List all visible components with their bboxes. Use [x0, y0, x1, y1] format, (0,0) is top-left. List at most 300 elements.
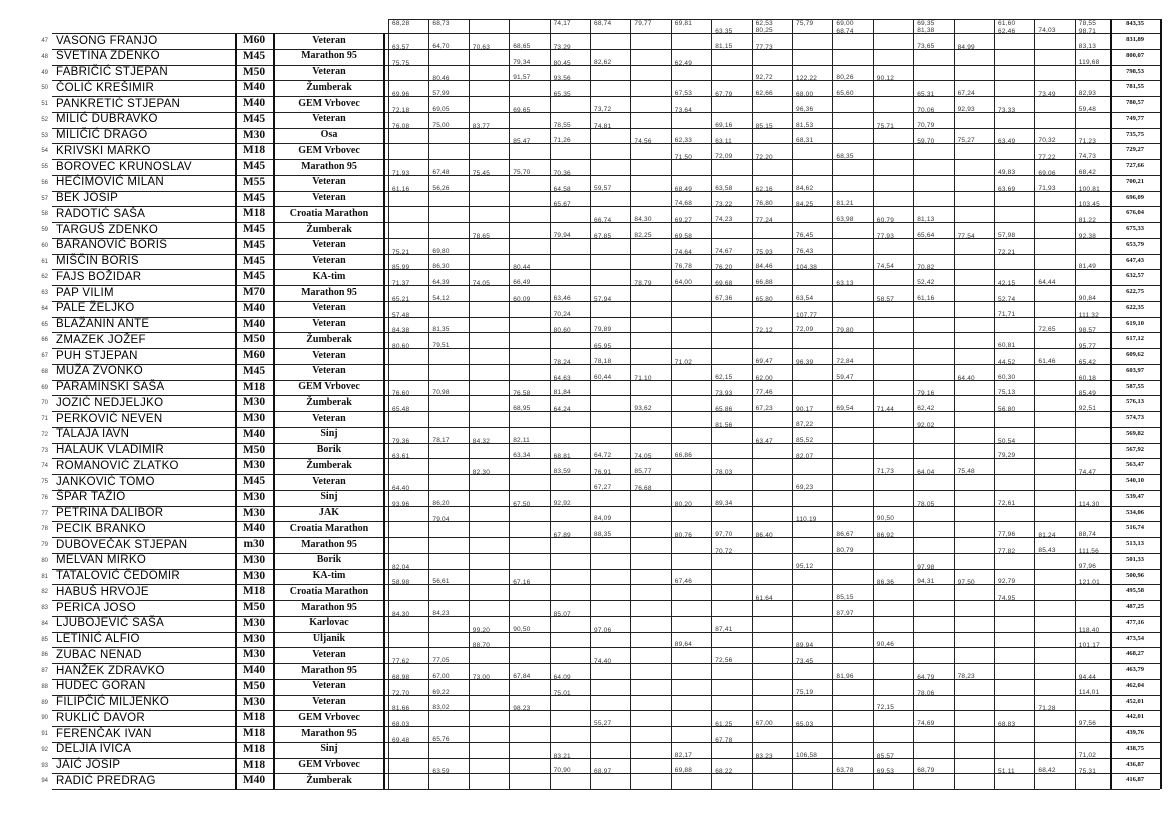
score-cell: 81,49 [1078, 263, 1097, 271]
score-cell: 76,78 [674, 263, 693, 271]
category: M45 [242, 254, 266, 267]
row-number: 71 [41, 416, 48, 422]
total-points: 534,06 [1126, 508, 1144, 516]
score-cell: 76,08 [392, 122, 410, 130]
score-cell: 76,20 [715, 264, 733, 272]
score-cell: 87,41 [715, 625, 733, 633]
total-points: 540,10 [1126, 477, 1144, 484]
score-cell: 85,07 [553, 610, 571, 618]
score-cell: 69,80 [432, 247, 450, 255]
score-cell: 65,64 [917, 231, 935, 239]
row-number: 49 [41, 69, 48, 76]
score-cell: 81,84 [553, 389, 571, 397]
club-name: Veteran [312, 475, 346, 487]
category: M40 [242, 317, 266, 330]
score-cell: 63,47 [755, 437, 773, 445]
club-name: Marathon 95 [301, 160, 357, 172]
score-cell: 84,09 [594, 515, 612, 523]
score-cell: 68,35 [836, 153, 854, 160]
runner-name: JOZIĆ NEDJELJKO [56, 396, 164, 409]
score-cell: 58,98 [392, 579, 410, 587]
total-points: 696,09 [1126, 193, 1144, 201]
score-cell: 97,96 [1078, 562, 1097, 570]
score-cell: 85,47 [513, 138, 531, 146]
total-points: 622,75 [1126, 288, 1144, 295]
category: M45 [242, 270, 266, 283]
category: M40 [242, 664, 266, 676]
grid-vline [954, 19, 955, 789]
category: M30 [242, 648, 266, 661]
score-cell: 77,05 [432, 657, 450, 664]
category: M30 [242, 553, 266, 566]
score-cell: 69,05 [432, 105, 450, 113]
runner-name: SVETINA ZDENKO [56, 50, 160, 63]
score-cell: 69,27 [674, 217, 693, 224]
score-cell: 81,24 [1038, 532, 1056, 539]
score-cell: 92,02 [917, 421, 935, 429]
score-cell: 72,09 [796, 326, 814, 334]
score-cell: 76,45 [796, 231, 814, 239]
total-points: 442,01 [1126, 713, 1144, 721]
runner-name: PERICA JOSO [56, 601, 136, 614]
score-cell: 82,62 [594, 58, 612, 66]
score-cell: 114,30 [1078, 500, 1100, 508]
score-cell: 85,57 [876, 752, 895, 760]
runner-name: ČOLIĆ KREŠIMIR [56, 81, 155, 94]
score-cell: 92,38 [1078, 232, 1097, 240]
score-cell: 84,30 [634, 216, 652, 223]
score-cell: 85,43 [1038, 546, 1056, 554]
runner-name: TALAJA IAVN [56, 428, 130, 441]
score-cell: 69,23 [796, 483, 814, 491]
score-cell: 76,60 [392, 390, 410, 398]
score-cell: 75,93 [755, 248, 773, 256]
category: M30 [242, 616, 266, 629]
row-number: 89 [41, 699, 48, 706]
score-cell: 81,15 [715, 42, 733, 50]
total-points: 487,25 [1126, 603, 1144, 610]
runner-name: TARGUŠ ZDENKO [56, 223, 159, 236]
club-name: Sinj [320, 491, 338, 503]
row-number: 56 [41, 179, 48, 186]
club-name: Veteran [312, 680, 346, 692]
score-cell: 78,55 [553, 121, 571, 129]
score-cell: 76,68 [634, 484, 652, 492]
category: M30 [242, 632, 266, 645]
category: M45 [242, 238, 266, 251]
category: M18 [242, 144, 266, 157]
club-name: Veteran [312, 66, 346, 77]
score-cell: 77,93 [876, 232, 895, 240]
score-cell: 60,09 [513, 295, 531, 303]
runner-name: HANŽEK ZDRAVKO [56, 664, 165, 677]
club-name: Croatia Marathon [289, 522, 369, 534]
score-cell: 94,44 [1078, 673, 1097, 681]
score-cell: 56,26 [432, 184, 450, 192]
score-cell: 82,30 [472, 469, 491, 476]
category: M50 [242, 679, 266, 692]
score-cell: 67,24 [957, 90, 975, 97]
runner-name: HABUŠ HRVOJE [56, 585, 149, 598]
row-number: 87 [41, 668, 48, 674]
score-cell: 91,57 [513, 74, 531, 82]
score-cell: 107,77 [796, 311, 818, 319]
score-cell: 81,53 [796, 121, 814, 129]
runner-name: VASONG FRANJO [56, 34, 158, 47]
score-cell: 69,06 [1038, 169, 1056, 177]
runner-name: LJUBOJEVIĆ SAŠA [56, 617, 165, 630]
score-cell: 60,81 [998, 342, 1016, 349]
row-number: 62 [41, 274, 48, 281]
score-cell: 69,88 [674, 767, 693, 775]
score-cell: 77,46 [755, 389, 773, 397]
row-number: 54 [41, 148, 48, 155]
score-cell: 68,98 [392, 673, 410, 681]
grid-hline [52, 789, 1160, 790]
score-cell: 63,54 [796, 294, 814, 302]
score-cell: 71,10 [634, 374, 652, 382]
score-cell: 63,49 [998, 138, 1016, 146]
category: M40 [242, 301, 266, 314]
score-cell: 52,74 [998, 295, 1016, 303]
score-cell: 63,69 [998, 185, 1016, 193]
runner-name: ROMANOVIĆ ZLATKO [56, 459, 179, 472]
row-number: 65 [41, 321, 48, 328]
club-name: JAK [319, 507, 339, 518]
runner-name: BEK JOSIP [56, 192, 119, 204]
score-cell: 74,68 [674, 200, 693, 208]
runner-name: TATALOVIĆ ČEDOMIR [56, 570, 180, 582]
score-cell: 88,70 [472, 642, 491, 650]
total-points: 675,33 [1126, 225, 1144, 232]
score-cell: 69,53 [876, 768, 895, 776]
row-number: 50 [41, 85, 48, 92]
score-cell: 72,84 [836, 357, 854, 365]
runner-name: PUH STJEPAN [56, 349, 138, 362]
grid-vline [388, 19, 389, 789]
score-cell: 73,72 [594, 105, 612, 113]
score-cell: 72,56 [715, 657, 733, 664]
score-cell: 74,81 [594, 122, 612, 130]
score-cell: 70,24 [553, 310, 571, 318]
score-cell: 80,25 [755, 27, 773, 34]
club-name: Karlovac [309, 617, 349, 629]
category: M45 [242, 223, 266, 235]
score-cell: 84,46 [755, 263, 773, 271]
row-number: 93 [41, 762, 48, 769]
category: M45 [242, 475, 266, 487]
row-number: 58 [41, 211, 48, 218]
score-cell: 68,79 [917, 767, 935, 775]
score-cell: 70,32 [1038, 137, 1056, 145]
total-points: 749,77 [1126, 114, 1144, 122]
score-cell: 66,88 [755, 279, 773, 286]
top-score-cell: 68,74 [594, 20, 612, 27]
top-score-cell: 68,28 [392, 20, 410, 27]
category: M30 [242, 695, 266, 708]
score-cell: 67,16 [513, 579, 531, 587]
score-cell: 71,02 [674, 358, 693, 366]
total-points: 780,57 [1126, 99, 1144, 106]
score-cell: 86,20 [432, 499, 450, 507]
total-points: 647,43 [1126, 256, 1144, 264]
total-points: 609,62 [1126, 351, 1144, 358]
score-cell: 74,95 [998, 595, 1016, 602]
score-cell: 65,42 [1078, 358, 1097, 366]
score-cell: 52,42 [917, 279, 935, 286]
category: M30 [242, 569, 266, 582]
score-cell: 100,81 [1078, 185, 1100, 193]
runner-name: MILIČIĆ DRAGO [56, 129, 148, 141]
score-cell: 78,65 [472, 232, 491, 240]
score-cell: 93,62 [634, 405, 652, 412]
row-number: 60 [41, 242, 48, 249]
score-cell: 70,63 [472, 43, 491, 51]
runner-name: JANKOVIĆ TOMO [56, 475, 155, 488]
club-name: GEM Vrbovec [298, 381, 360, 392]
total-points: 798,53 [1126, 67, 1144, 75]
score-cell: 82,17 [674, 751, 693, 759]
score-cell: 79,89 [594, 326, 612, 334]
score-cell: 82,07 [796, 453, 814, 461]
row-number: 94 [41, 778, 48, 785]
score-cell: 70,98 [432, 389, 450, 397]
score-cell: 99,20 [472, 626, 491, 634]
score-cell: 69,54 [836, 405, 854, 412]
score-cell: 80,46 [432, 75, 450, 83]
score-cell: 92,72 [755, 74, 773, 82]
club-name: Veteran [312, 412, 346, 424]
row-number: 53 [41, 132, 48, 139]
score-cell: 57,94 [594, 295, 612, 303]
club-name: Žumberak [306, 223, 352, 235]
runner-name: PAP VILIM [56, 286, 114, 299]
score-cell: 62,33 [674, 137, 693, 145]
score-cell: 86,36 [876, 579, 895, 587]
runner-name: PERKOVIĆ NEVEN [56, 412, 163, 425]
score-cell: 97,70 [715, 531, 733, 538]
score-cell: 72,61 [998, 499, 1016, 507]
grid-vline [752, 19, 753, 789]
club-name: Žumberak [306, 459, 352, 471]
total-points: 462,04 [1126, 681, 1144, 689]
score-cell: 75,48 [957, 468, 975, 475]
score-cell: 74,47 [1078, 469, 1097, 476]
score-cell: 63,13 [836, 280, 854, 287]
score-cell: 67,79 [715, 91, 733, 98]
category: M60 [242, 349, 266, 361]
score-cell: 90,84 [1078, 294, 1097, 302]
score-cell: 75,01 [553, 689, 571, 697]
score-cell: 75,75 [392, 59, 410, 67]
score-cell: 59,47 [836, 373, 854, 381]
score-cell: 84,32 [472, 437, 491, 445]
score-cell: 65,67 [553, 201, 571, 209]
total-points: 452,01 [1126, 697, 1144, 705]
club-name: Borik [316, 554, 342, 566]
score-cell: 80,45 [553, 59, 571, 67]
score-cell: 77,82 [998, 547, 1016, 555]
score-cell: 75,13 [998, 389, 1016, 397]
row-number: 73 [41, 447, 48, 454]
club-name: Žumberak [306, 396, 352, 408]
total-points: 676,04 [1126, 209, 1144, 217]
score-cell: 67,85 [594, 232, 612, 240]
score-cell: 82,11 [513, 436, 530, 444]
runner-name: HALAUK VLADIMIR [56, 444, 165, 456]
score-cell: 73,64 [674, 106, 693, 114]
score-cell: 61,64 [755, 595, 773, 602]
score-cell: 73,33 [998, 106, 1016, 114]
score-cell: 106,58 [796, 751, 818, 759]
score-cell: 63,78 [836, 767, 854, 775]
score-cell: 84,25 [796, 201, 814, 209]
score-cell: 67,00 [755, 720, 773, 727]
grid-vline [550, 19, 551, 789]
score-cell: 81,22 [1078, 217, 1097, 224]
score-cell: 79,04 [432, 516, 450, 524]
category: M18 [242, 727, 266, 739]
top-score-cell: 78,55 [1078, 20, 1097, 27]
row-number: 90 [41, 715, 48, 722]
score-cell: 96,39 [796, 358, 814, 366]
score-cell: 72,18 [392, 106, 410, 114]
score-cell: 61,16 [392, 185, 410, 193]
score-cell: 68,95 [513, 405, 531, 412]
score-cell: 72,21 [998, 248, 1016, 256]
score-cell: 71,93 [392, 169, 410, 177]
score-cell: 69,16 [715, 121, 733, 129]
score-cell: 68,42 [1078, 168, 1097, 176]
runner-name: FAJS BOŽIDAR [56, 270, 142, 283]
score-cell: 92,92 [553, 499, 571, 507]
score-cell: 62,66 [755, 90, 773, 97]
score-cell: 65,76 [432, 735, 450, 743]
score-cell: 62,49 [674, 59, 693, 67]
score-cell: 62,46 [998, 28, 1016, 35]
score-cell: 75,21 [392, 248, 410, 256]
score-cell: 55,27 [594, 720, 612, 727]
score-cell: 83,23 [755, 752, 773, 760]
score-cell: 90,50 [513, 625, 531, 633]
score-cell: 86,40 [755, 532, 773, 539]
runner-name: BOROVEC KRUNOSLAV [56, 160, 192, 173]
club-name: Marathon 95 [301, 50, 357, 62]
row-number: 88 [41, 683, 48, 690]
score-cell: 67,50 [513, 500, 531, 508]
runner-name: JAIĆ JOSIP [56, 759, 121, 771]
score-cell: 83,02 [432, 704, 450, 712]
score-cell: 58,57 [876, 295, 895, 303]
score-cell: 54,12 [432, 294, 450, 302]
score-cell: 87,97 [836, 609, 854, 617]
score-cell: 67,00 [432, 672, 450, 680]
runner-name: PARAMINSKI SAŠA [56, 381, 165, 393]
score-cell: 83,77 [472, 122, 491, 130]
row-number: 92 [41, 746, 48, 753]
grid-vline [832, 19, 833, 789]
total-points: 501,33 [1126, 555, 1144, 563]
score-cell: 83,13 [1078, 42, 1097, 50]
total-points: 436,87 [1126, 760, 1144, 768]
total-points: 727,66 [1126, 162, 1144, 169]
club-name: Marathon 95 [301, 286, 357, 298]
score-cell: 78,06 [917, 689, 935, 697]
score-cell: 80,60 [392, 343, 410, 350]
row-number: 70 [41, 400, 48, 407]
total-points: 617,12 [1126, 335, 1144, 343]
club-name: GEM Vrbovec [298, 144, 360, 156]
score-cell: 63,98 [836, 216, 854, 223]
score-cell: 71,23 [1078, 138, 1097, 146]
score-cell: 92,51 [1078, 405, 1097, 412]
club-name: Veteran [312, 255, 346, 266]
top-score-cell: 68,73 [432, 20, 450, 27]
score-cell: 63,61 [392, 453, 410, 461]
score-cell: 68,65 [513, 42, 531, 50]
club-name: Croatia Marathon [289, 207, 369, 219]
score-cell: 70,36 [553, 169, 571, 177]
row-number: 66 [41, 337, 48, 344]
score-cell: 85,52 [796, 436, 814, 444]
club-name: Veteran [312, 365, 346, 377]
score-cell: 64,79 [917, 673, 935, 681]
runner-name: KRIVSKI MARKO [56, 144, 151, 157]
score-cell: 85,99 [392, 264, 410, 272]
club-name: Borik [316, 444, 342, 455]
grid-vline [1075, 19, 1076, 789]
runner-name: MUŽA ZVONKO [56, 365, 144, 378]
score-cell: 79,16 [917, 390, 935, 398]
score-cell: 71,73 [876, 468, 895, 475]
score-cell: 65,21 [392, 295, 410, 303]
row-number: 79 [41, 542, 48, 548]
category: M45 [242, 49, 266, 62]
score-cell: 81,56 [715, 421, 733, 429]
total-points: 800,07 [1126, 51, 1144, 59]
top-score-cell: 69,00 [836, 20, 854, 27]
club-name: Osa [320, 129, 338, 140]
score-cell: 79,34 [513, 58, 531, 66]
score-cell: 60,44 [594, 373, 612, 381]
grid-vline [1034, 19, 1035, 789]
score-cell: 68,00 [796, 91, 814, 98]
top-score-cell: 74,17 [553, 20, 571, 27]
club-name: GEM Vrbovec [298, 711, 360, 723]
score-cell: 94,31 [917, 578, 935, 586]
total-points: 516,74 [1126, 524, 1144, 532]
score-cell: 56,61 [432, 578, 450, 586]
score-cell: 80,60 [553, 327, 571, 335]
category: M60 [242, 34, 266, 46]
score-cell: 72,15 [876, 704, 895, 712]
score-cell: 70,72 [715, 547, 733, 555]
category: M18 [242, 711, 266, 724]
total-points: 569,82 [1126, 429, 1144, 437]
row-number: 82 [41, 589, 48, 596]
club-name: Veteran [312, 318, 346, 329]
club-name: KA-tim [312, 270, 346, 282]
runner-name: HUDEC GORAN [56, 680, 146, 693]
score-cell: 44,52 [998, 358, 1016, 366]
score-cell: 78,17 [432, 436, 450, 444]
row-number: 57 [41, 195, 48, 202]
score-cell: 85,49 [1078, 390, 1097, 398]
club-name: GEM Vrbovec [298, 97, 360, 109]
score-cell: 121,01 [1078, 579, 1100, 587]
score-cell: 74,54 [876, 263, 895, 271]
score-cell: 110,19 [796, 516, 817, 524]
